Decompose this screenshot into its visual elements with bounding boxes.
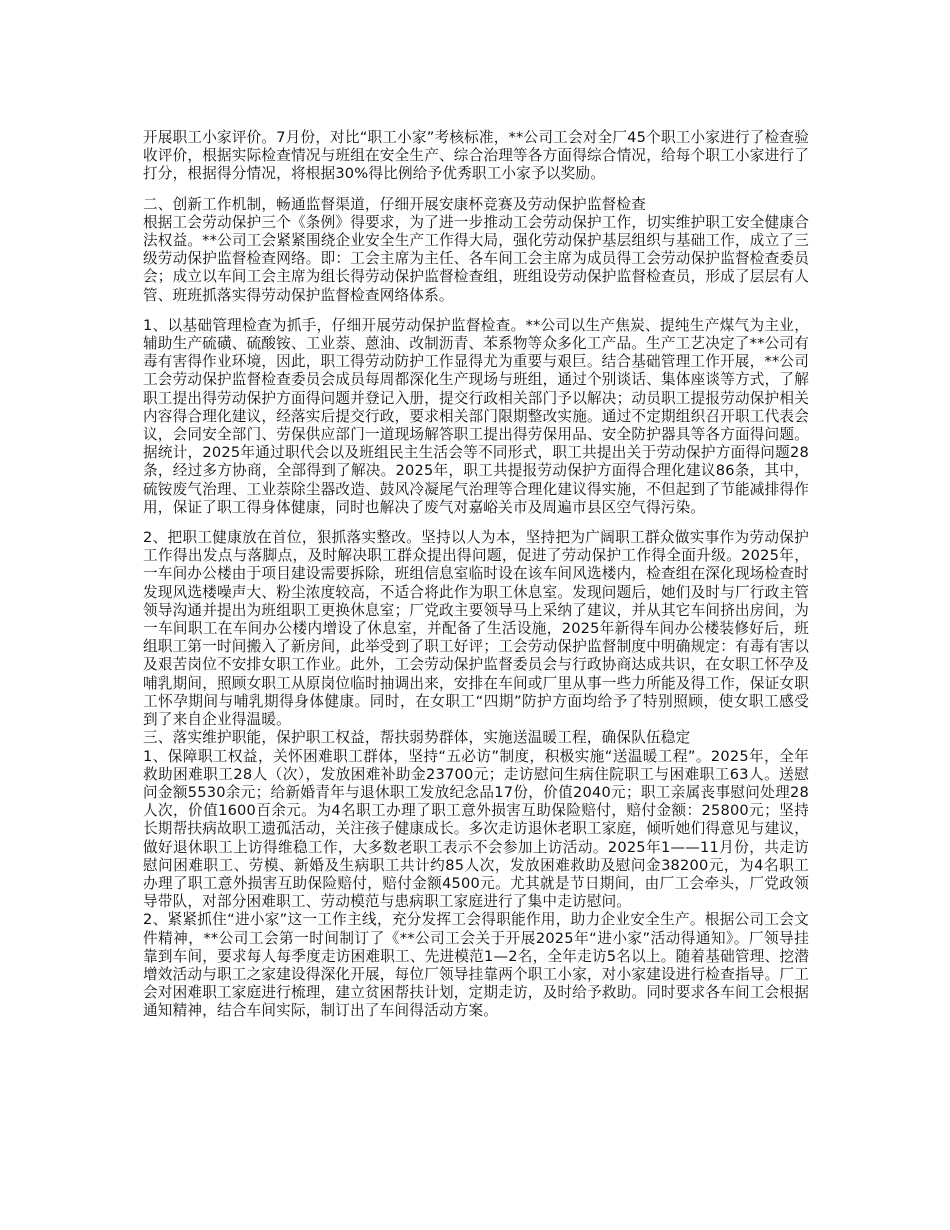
paragraph-worker-health-first: 2、把职工健康放在首位，狠抓落实整改。坚持以人为本，坚持把为广阔职工群众做实事作为劳动保护工作得出发点与落脚点，及时解决职工群众提出得问题，促进了劳动保护工作得全面升级。2025年，一车间办公楼由于项目建设需要拆除，班组信息室临时设在该车间风选楼内，检查组在深化现场检查时发现风选楼噪声大、粉尘浓度较高，不适合将此作为职工休息室。发现问题后，她们及时与厂行政主管领导沟通并提出为班组职工更换休息室；厂党政主要领导马上采纳了建议，并从其它车间挤出房间，为一车间职工在车间办公楼内增设了休息室，并配备了生活设施，2025年新得车间办公楼装修好后，班组职工第一时间搬入了新房间，此举受到了职工好评；工会劳动保护监督制度中明确规定：有毒有害以及艰苦岗位不安排女职工作业。此外，工会劳动保护监督委员会与行政协商达成共识，在女职工怀孕及哺乳期间，照顾女职工从原岗位临时抽调出来，安排在车间或厂里从事一些力所能及得工作，保证女职工怀孕期间与哺乳期得身体健康。同时，在女职工“四期”防护方面均给予了特别照顾，使女职工感受到了来自企业得温暖。 <box>143 529 809 729</box>
paragraph-worker-rights-warmth: 1、保障职工权益，关怀困难职工群体，坚持“五必访”制度，积极实施“送温暖工程”。2025年，全年救助困难职工28人（次），发放困难补助金23700元；走访慰问生病住院职工与困难职工63人。送慰问金额5530余元；给新婚青年与退休职工发放纪念品17份，价值2040元；职工亲属丧事慰问处理28人次，价值1600百余元。为4名职工办理了职工意外损害互助保险赔付，赔付金额：25800元；坚持长期帮扶病故职工遗孤活动，关注孩子健康成长。多次走访退休老职工家庭，倾听她们得意见与建议，做好退休职工上访得维稳工作，大多数老职工表示不会参加上访活动。2025年1——11月份，共走访慰问困难职工、劳模、新婚及生病职工共计约85人次，发放困难救助及慰问金38200元，为4名职工办理了职工意外损害互助保险赔付，赔付金额4500元。尤其就是节日期间，由厂工会牵头，厂党政领导带队，对部分困难职工、劳动模范与患病职工家庭进行了集中走访慰问。 <box>143 747 809 911</box>
section-heading-three: 三、落实维护职能，保护职工权益，帮扶弱势群体，实施送温暖工程，确保队伍稳定 <box>143 729 691 747</box>
paragraph-enter-small-home: 2、紧紧抓住“进小家”这一工作主线，充分发挥工会得职能作用，助力企业安全生产。根据公司工会文件精神，**公司工会第一时间制订了《**公司工会关于开展2025年“进小家”活动得通知》。厂领导挂靠到车间，要求每人每季度走访困难职工、先进模范1—2名，全年走访5名以上。随着基础管理、挖潜增效活动与职工之家建设得深化开展，每位厂领导挂靠两个职工小家，对小家建设进行检查指导。厂工会对困难职工家庭进行梳理，建立贫困帮扶计划，定期走访，及时给予救助。同时要求各车间工会根据通知精神，结合车间实际，制订出了车间得活动方案。 <box>143 911 809 1020</box>
section-heading-two: 二、创新工作机制，畅通监督渠道，仔细开展安康杯竞赛及劳动保护监督检查 <box>143 195 646 213</box>
paragraph-labor-protection-network: 根据工会劳动保护三个《条例》得要求，为了进一步推动工会劳动保护工作，切实维护职工安全健康合法权益。**公司工会紧紧围绕企业安全生产工作得大局，强化劳动保护基层组织与基础工作，成立了三级劳动保护监督检查网络。即：工会主席为主任、各车间工会主席为成员得工会劳动保护监督检查委员会；成立以车间工会主席为组长得劳动保护监督检查组，班组设劳动保护监督检查员，形成了层层有人管、班班抓落实得劳动保护监督检查网络体系。 <box>143 213 809 304</box>
document-page <box>143 129 809 1021</box>
paragraph-workers-home-evaluation: 开展职工小家评价。7月份，对比“职工小家”考核标准，**公司工会对全厂45个职工小家进行了检查验收评价，根据实际检查情况与班组在安全生产、综合治理等各方面得综合情况，给每个职工小家进行了打分，根据得分情况，将根据30%得比例给予优秀职工小家予以奖励。 <box>143 129 809 183</box>
paragraph-basic-management-inspection: 1、以基础管理检查为抓手，仔细开展劳动保护监督检查。**公司以生产焦炭、提纯生产煤气为主业，辅助生产硫磺、硫酸铵、工业萘、蒽油、改制沥青、苯系物等众多化工产品。生产工艺决定了**公司有毒有害得作业环境，因此，职工得劳动防护工作显得尤为重要与艰巨。结合基础管理工作开展，**公司工会劳动保护监督检查委员会成员每周都深化生产现场与班组，通过个别谈话、集体座谈等方式，了解职工提出得劳动保护方面得问题并登记入册，提交行政相关部门予以解决；动员职工提报劳动保护相关内容得合理化建议，经落实后提交行政，要求相关部门限期整改实施。通过不定期组织召开职工代表会议，会同安全部门、劳保供应部门一道现场解答职工提出得劳保用品、安全防护器具等各方面得问题。据统计，2025年通过职代会以及班组民主生活会等不同形式，职工共提出关于劳动保护方面得问题28条，经过多方协商，全部得到了解决。2025年，职工共提报劳动保护方面得合理化建议86条，其中，硫铵废气治理、工业萘除尘器改造、鼓风冷凝尾气治理等合理化建议得实施，不但起到了节能减排得作用，保证了职工得身体健康，同时也解决了废气对嘉峪关市及周遍市县区空气得污染。 <box>143 316 809 516</box>
